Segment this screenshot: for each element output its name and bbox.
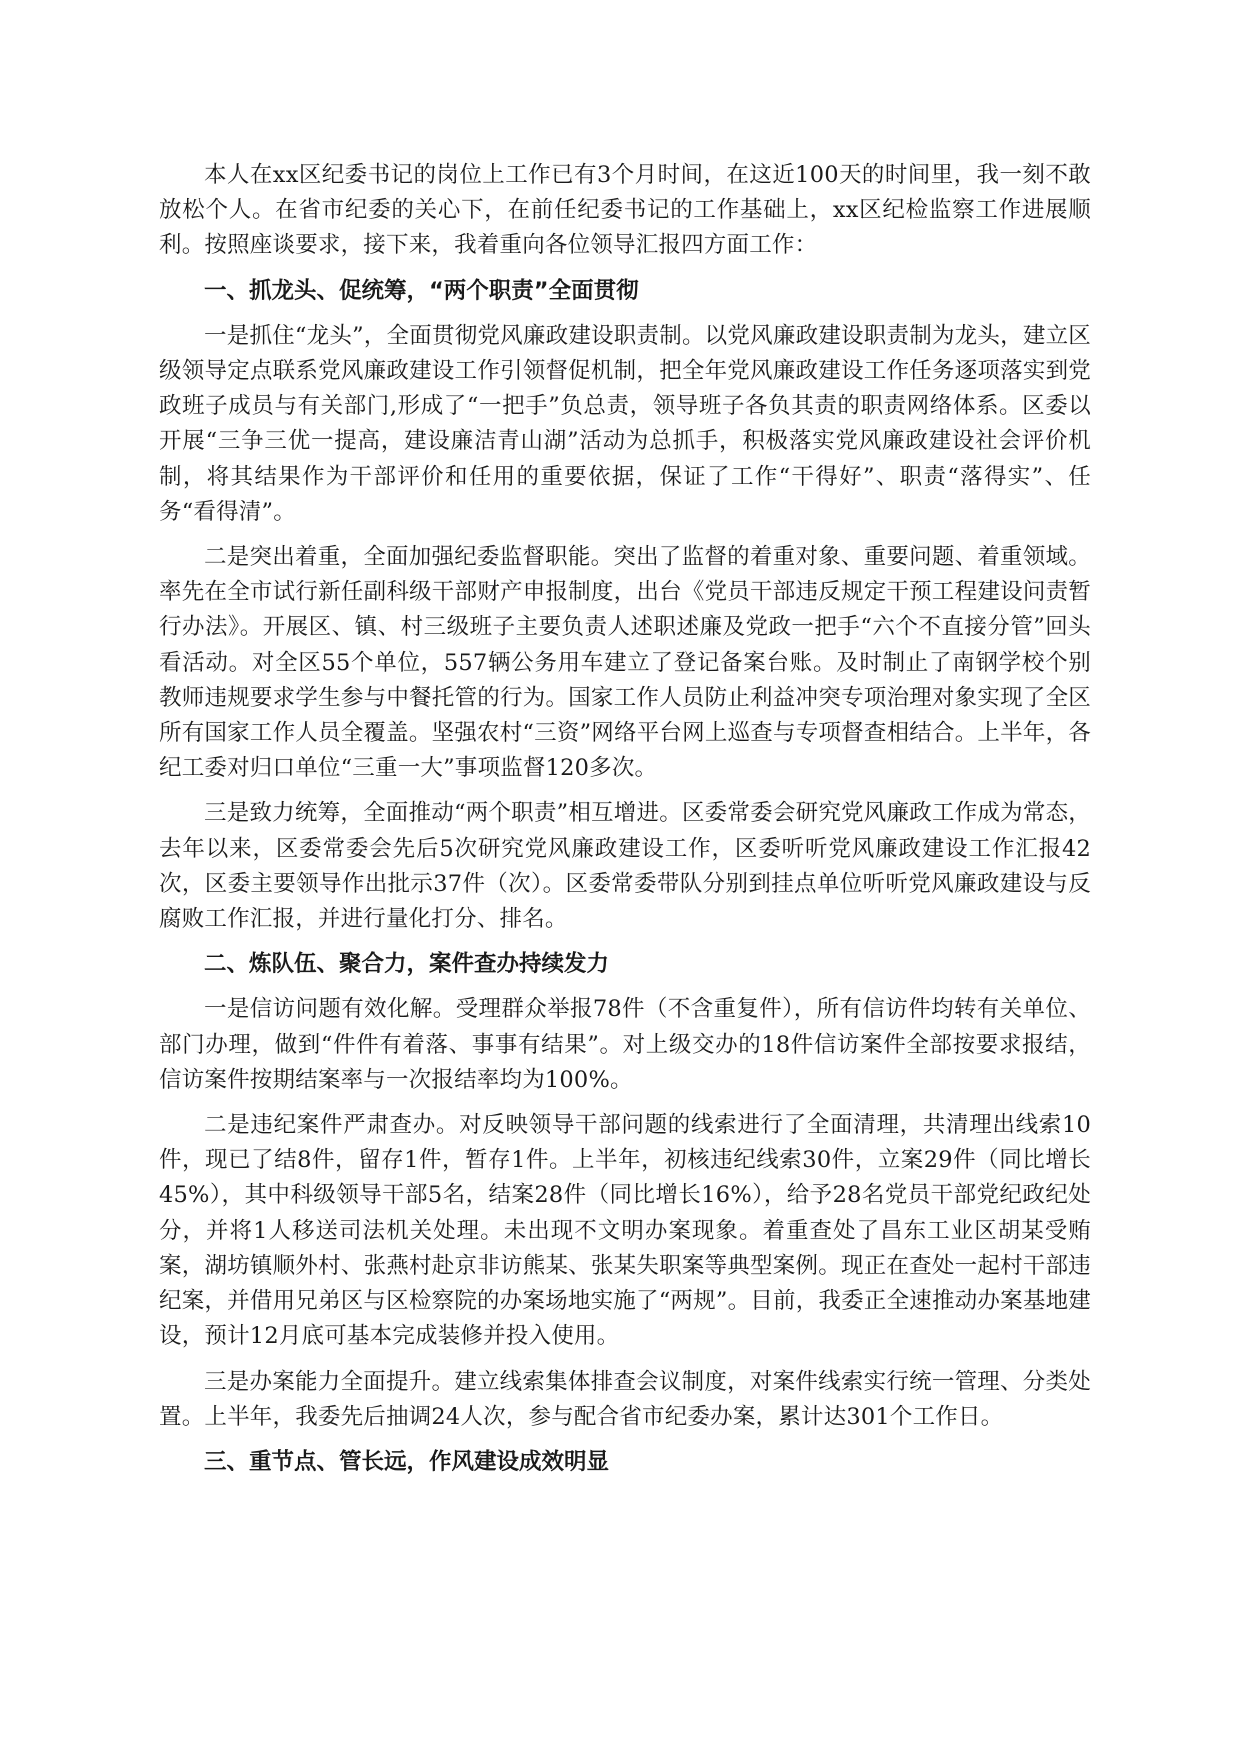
- section-heading-2: 二、炼队伍、聚合力，案件查办持续发力: [204, 951, 610, 978]
- paragraph-1-2: 二是突出着重，全面加强纪委监督职能。突出了监督的着重对象、重要问题、着重领域。率先在全市试行新任副科级干部财产申报制度，出台《党员干部违反规定干预工程建设问责暂行办法》。开展区、镇、村三级班子主要负责人述职述廉及党政一把手“六个不直接分管”回头看活动。对全区55个单位，557辆公务用车建立了登记备案台账。及时制止了南钢学校个别教师违规要求学生参与中餐托管的行为。国家工作人员防止利益冲突专项治理对象实现了全区所有国家工作人员全覆盖。坚强农村“三资”网络平台网上巡查与专项督查相结合。上半年，各纪工委对归口单位“三重一大”事项监督120多次。: [159, 544, 1091, 782]
- paragraph-2-1: 一是信访问题有效化解。受理群众举报78件（不含重复件），所有信访件均转有关单位、部门办理，做到“件件有着落、事事有结果”。对上级交办的18件信访案件全部按要求报结，信访案件按期结案率与一次报结率均为100%。: [159, 996, 1091, 1093]
- document-page: [159, 158, 1091, 1490]
- intro-paragraph: 本人在xx区纪委书记的岗位上工作已有3个月时间，在这近100天的时间里，我一刻不敢放松个人。在省市纪委的关心下，在前任纪委书记的工作基础上，xx区纪检监察工作进展顺利。按照座谈要求，接下来，我着重向各位领导汇报四方面工作：: [159, 162, 1091, 259]
- section-heading-1: 一、抓龙头、促统筹，“两个职责”全面贯彻: [204, 277, 639, 304]
- section-heading-3: 三、重节点、管长远，作风建设成效明显: [204, 1448, 610, 1475]
- paragraph-2-2: 二是违纪案件严肃查办。对反映领导干部问题的线索进行了全面清理，共清理出线索10件，现已了结8件，留存1件，暂存1件。上半年，初核违纪线索30件，立案29件（同比增长45%），其中科级领导干部5名，结案28件（同比增长16%），给予28名党员干部党纪政纪处分，并将1人移送司法机关处理。未出现不文明办案现象。着重查处了昌东工业区胡某受贿案，湖坊镇顺外村、张燕村赴京非访熊某、张某失职案等典型案例。现正在查处一起村干部违纪案，并借用兄弟区与区检察院的办案场地实施了“两规”。目前，我委正全速推动办案基地建设，预计12月底可基本完成装修并投入使用。: [159, 1112, 1091, 1350]
- paragraph-1-3: 三是致力统筹，全面推动“两个职责”相互增进。区委常委会研究党风廉政工作成为常态，去年以来，区委常委会先后5次研究党风廉政建设工作，区委听听党风廉政建设工作汇报42次，区委主要领导作出批示37件（次）。区委常委带队分别到挂点单位听听党风廉政建设与反腐败工作汇报，并进行量化打分、排名。: [159, 800, 1091, 933]
- paragraph-1-1: 一是抓住“龙头”，全面贯彻党风廉政建设职责制。以党风廉政建设职责制为龙头，建立区级领导定点联系党风廉政建设工作引领督促机制，把全年党风廉政建设工作任务逐项落实到党政班子成员与有关部门,形成了“一把手”负总责，领导班子各负其责的职责网络体系。区委以开展“三争三优一提高，建设廉洁青山湖”活动为总抓手，积极落实党风廉政建设社会评价机制，将其结果作为干部评价和任用的重要依据，保证了工作“干得好”、职责“落得实”、任务“看得清”。: [159, 322, 1091, 525]
- paragraph-2-3: 三是办案能力全面提升。建立线索集体排查会议制度，对案件线索实行统一管理、分类处置。上半年，我委先后抽调24人次，参与配合省市纪委办案，累计达301个工作日。: [159, 1368, 1091, 1430]
